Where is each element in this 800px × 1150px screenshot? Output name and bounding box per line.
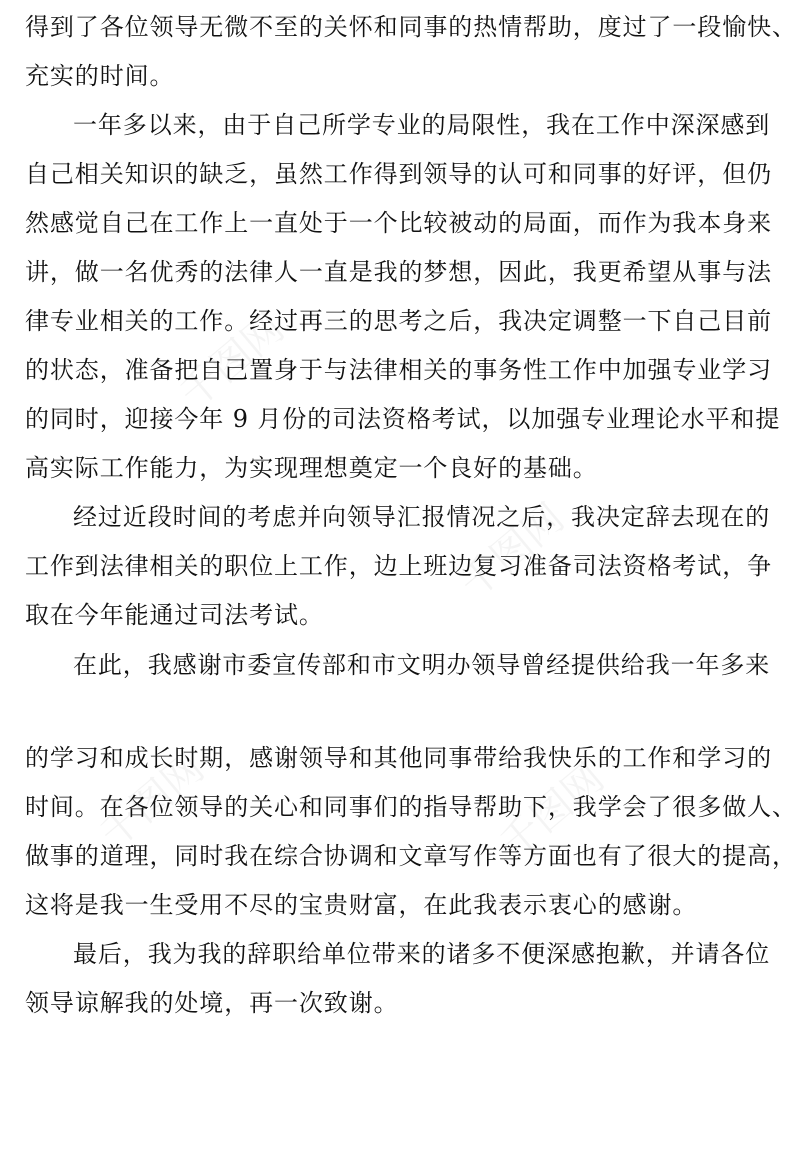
text-line: 的学习和成长时期，感谢领导和其他同事带给我快乐的工作和学习的 bbox=[25, 744, 772, 772]
paragraph-first-line: 经过近段时间的考虑并向领导汇报情况之后，我决定辞去现在的 bbox=[73, 503, 771, 531]
text-line: 的同时，迎接今年 9 月份的司法资格考试，以加强专业理论水平和提 bbox=[25, 405, 781, 433]
watermark: 千图网 bbox=[171, 304, 293, 418]
text-line: 的状态，准备把自己置身于与法律相关的事务性工作中加强专业学习 bbox=[25, 356, 772, 384]
text-line: 这将是我一生受用不尽的宝贵财富，在此我表示衷心的感谢。 bbox=[25, 891, 698, 919]
watermark: 千图网 bbox=[491, 754, 613, 868]
text-line: 时间。在各位领导的关心和同事们的指导帮助下，我学会了很多做人、 bbox=[25, 793, 797, 821]
text-line: 然感觉自己在工作上一直处于一个比较被动的局面，而作为我本身来 bbox=[25, 209, 772, 237]
text-line: 得到了各位领导无微不至的关怀和同事的热情帮助，度过了一段愉快、 bbox=[25, 13, 797, 41]
text-line: 领导谅解我的处境，再一次致谢。 bbox=[25, 989, 399, 1017]
text-line: 充实的时间。 bbox=[25, 62, 175, 90]
paragraph-first-line: 在此，我感谢市委宣传部和市文明办领导曾经提供给我一年多来 bbox=[73, 651, 771, 679]
text-line: 高实际工作能力，为实现理想奠定一个良好的基础。 bbox=[25, 454, 598, 482]
text-line: 做事的道理，同时我在综合协调和文章写作等方面也有了很大的提高， bbox=[25, 842, 797, 870]
paragraph-first-line: 一年多以来，由于自己所学专业的局限性，我在工作中深深感到 bbox=[73, 111, 771, 139]
text-line: 讲，做一名优秀的法律人一直是我的梦想，因此，我更希望从事与法 bbox=[25, 258, 772, 286]
text-line: 律专业相关的工作。经过再三的思考之后，我决定调整一下自己目前 bbox=[25, 307, 772, 335]
watermark: 千图网 bbox=[451, 494, 573, 608]
watermark: 千图网 bbox=[91, 744, 213, 858]
paragraph-first-line: 最后，我为我的辞职给单位带来的诸多不便深感抱歉，并请各位 bbox=[73, 940, 771, 968]
text-line: 自己相关知识的缺乏，虽然工作得到领导的认可和同事的好评，但仍 bbox=[25, 160, 772, 188]
text-line: 工作到法律相关的职位上工作，边上班边复习准备司法资格考试，争 bbox=[25, 552, 772, 580]
text-line: 取在今年能通过司法考试。 bbox=[25, 601, 324, 629]
